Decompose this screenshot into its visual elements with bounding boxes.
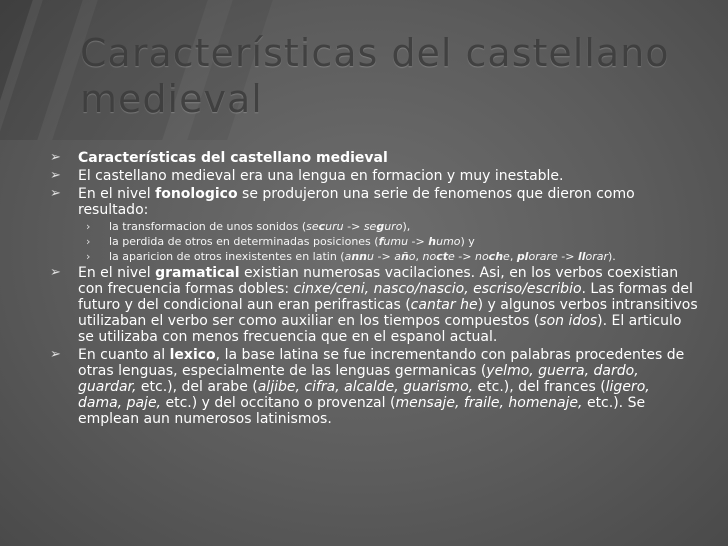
text-run: . Las formas del futuro y del condicional aun eran perifrasticas (	[78, 281, 693, 313]
text-run: cantar he	[410, 297, 478, 313]
text-run: umo	[436, 235, 461, 248]
text-run: son idos	[539, 313, 598, 329]
text-run: ->	[408, 235, 429, 248]
text-run: no	[422, 250, 437, 263]
bullet-arrow-icon: ➢	[50, 150, 61, 165]
bullet-item	[48, 265, 698, 345]
text-run: e	[448, 250, 455, 263]
text-run: El castellano medieval era una lengua en formacion y muy inestable.	[78, 168, 564, 184]
text-run: fonologico	[155, 186, 238, 202]
text-run: se produjeron una serie de fenomenos que dieron como resultado:	[78, 186, 635, 218]
text-run: f	[378, 235, 384, 248]
text-run: c	[318, 220, 326, 233]
bullet-item	[48, 150, 698, 166]
text-run: etc.). Se emplean aun numerosos latinismos.	[78, 395, 646, 427]
bullet-item	[48, 168, 698, 184]
text-run: la aparicion de otros inexistentes en latin (	[109, 250, 345, 263]
text-run: a	[344, 250, 352, 263]
text-run: ,	[415, 250, 423, 263]
text-run: orare	[528, 250, 558, 263]
text-run: ).	[608, 250, 616, 263]
text-run: h	[428, 235, 437, 248]
text-run: etc.) y del occitano o provenzal (	[161, 395, 396, 411]
text-run: uro	[384, 220, 403, 233]
text-run: ll	[577, 250, 586, 263]
slide-title: Características del castellano medieval	[80, 31, 670, 121]
text-run: Características del castellano medieval	[78, 150, 388, 166]
text-run: ->	[343, 220, 364, 233]
text-run: En cuanto al	[78, 347, 170, 363]
text-run: se	[363, 220, 377, 233]
text-run: la perdida de otros en determinadas posiciones (	[109, 235, 379, 248]
text-run: orar	[585, 250, 609, 263]
text-run: no	[474, 250, 489, 263]
sub-bullet-item	[48, 220, 698, 233]
slide-content	[48, 150, 698, 429]
sub-bullet-chevron-icon: ›	[86, 220, 91, 233]
text-run: etc.), del arabe (	[136, 379, 258, 395]
text-run: u	[367, 250, 374, 263]
text-run: ). El articulo se utilizaba con menos frecuencia que en el espanol actual.	[78, 313, 682, 345]
sub-bullet-item	[48, 250, 698, 263]
text-run: ) y	[460, 235, 475, 248]
text-run: ñ	[400, 250, 409, 263]
bullet-item	[48, 347, 698, 427]
bullet-arrow-icon: ➢	[50, 168, 61, 183]
text-run: lexico	[169, 347, 216, 363]
text-run: ligero, dama, paje,	[78, 379, 650, 411]
text-run: nn	[351, 250, 368, 263]
text-run: umu	[383, 235, 409, 248]
bullet-arrow-icon: ➢	[50, 186, 61, 201]
text-run: o	[408, 250, 416, 263]
sub-bullet-chevron-icon: ›	[86, 250, 91, 263]
text-run: existian numerosas vacilaciones. Asi, en los verbos coexistian con frecuencia formas dobles:	[78, 265, 679, 297]
text-run: En el nivel	[78, 186, 156, 202]
text-run: etc.), del frances (	[473, 379, 606, 395]
text-run: ->	[454, 250, 475, 263]
text-run: ,	[509, 250, 517, 263]
text-run: la transformacion de unos sonidos (	[109, 220, 307, 233]
sub-bullet-item	[48, 235, 698, 248]
text-run: , la base latina se fue incrementando con palabras procedentes de otras lenguas, especialmente de las lenguas germanicas (	[78, 347, 685, 379]
bullet-item	[48, 186, 698, 218]
text-run: se	[306, 220, 319, 233]
text-run: mensaje, fraile, homenaje,	[395, 395, 583, 411]
text-run: aljibe, cifra, alcalde, guarismo,	[257, 379, 474, 395]
text-run: gramatical	[155, 265, 240, 281]
text-run: ) y algunos verbos intransitivos utilizaban el verbo ser como auxiliar en los tiempos compuestos (	[78, 297, 698, 329]
text-run: ->	[374, 250, 395, 263]
text-run: uru	[325, 220, 344, 233]
text-run: e	[503, 250, 510, 263]
text-run: ct	[436, 250, 448, 263]
text-run: g	[376, 220, 385, 233]
bullet-arrow-icon: ➢	[50, 265, 61, 280]
text-run: En el nivel	[78, 265, 156, 281]
text-run: cinxe/ceni, nasco/nascio, escriso/escribio	[293, 281, 582, 297]
bullet-arrow-icon: ➢	[50, 347, 61, 362]
text-run: ->	[557, 250, 578, 263]
sub-bullet-chevron-icon: ›	[86, 235, 91, 248]
text-run: a	[394, 250, 401, 263]
text-run: yelmo, guerra, dardo, guardar,	[78, 363, 639, 395]
text-run: ch	[488, 250, 504, 263]
text-run: pl	[516, 250, 529, 263]
text-run: ),	[402, 220, 411, 233]
